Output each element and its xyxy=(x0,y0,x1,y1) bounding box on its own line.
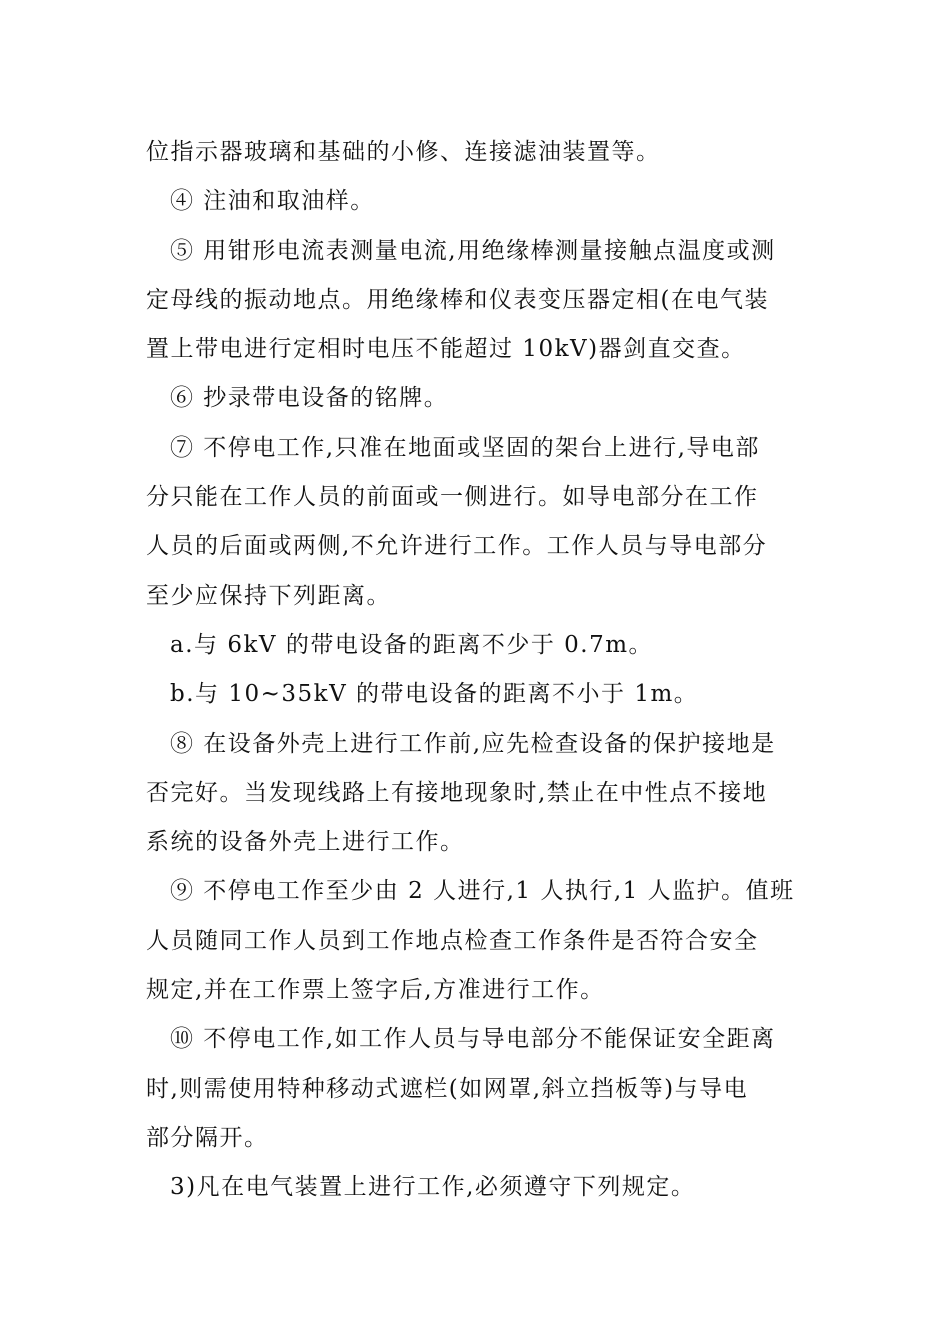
document-body xyxy=(146,128,806,1213)
text-line: 置上带电进行定相时电压不能超过 10kV)器剑直交查。 xyxy=(146,336,746,363)
text-line: 位指示器玻璃和基础的小修、连接滤油装置等。 xyxy=(146,139,661,165)
text-line: b.与 10~35kV 的带电设备的距离不小于 1m。 xyxy=(170,681,699,708)
text-line: ⑩ 不停电工作,如工作人员与导电部分不能保证安全距离 xyxy=(170,1026,776,1053)
text-line: 部分隔开。 xyxy=(146,1124,269,1151)
text-line: a.与 6kV 的带电设备的距离不少于 0.7m。 xyxy=(170,631,654,658)
text-line: ⑦ 不停电工作,只准在地面或坚固的架台上进行,导电部 xyxy=(170,434,760,461)
text-line: ⑤ 用钳形电流表测量电流,用绝缘棒测量接触点温度或测 xyxy=(170,237,776,264)
text-line: 时,则需使用特种移动式遮栏(如网罩,斜立挡板等)与导电 xyxy=(146,1075,749,1102)
text-line: 规定,并在工作票上签字后,方准进行工作。 xyxy=(146,977,605,1004)
text-line: 分只能在工作人员的前面或一侧进行。如导电部分在工作 xyxy=(146,484,759,511)
text-line: 人员的后面或两侧,不允许进行工作。工作人员与导电部分 xyxy=(146,533,768,560)
text-line: ⑨ 不停电工作至少由 2 人进行,1 人执行,1 人监护。值班 xyxy=(170,878,795,905)
text-line: 系统的设备外壳上进行工作。 xyxy=(146,829,465,856)
text-line: ⑥ 抄录带电设备的铭牌。 xyxy=(170,385,449,412)
text-line: ④ 注油和取油样。 xyxy=(170,188,375,215)
text-line: 至少应保持下列距离。 xyxy=(146,582,391,609)
text-line: 定母线的振动地点。用绝缘棒和仪表变压器定相(在电气装 xyxy=(146,286,769,313)
text-line: 人员随同工作人员到工作地点检查工作条件是否符合安全 xyxy=(146,927,759,954)
text-line: 3)凡在电气装置上进行工作,必须遵守下列规定。 xyxy=(170,1174,696,1201)
text-line: ⑧ 在设备外壳上进行工作前,应先检查设备的保护接地是 xyxy=(170,730,776,757)
text-line: 否完好。当发现线路上有接地现象时,禁止在中性点不接地 xyxy=(146,779,768,806)
